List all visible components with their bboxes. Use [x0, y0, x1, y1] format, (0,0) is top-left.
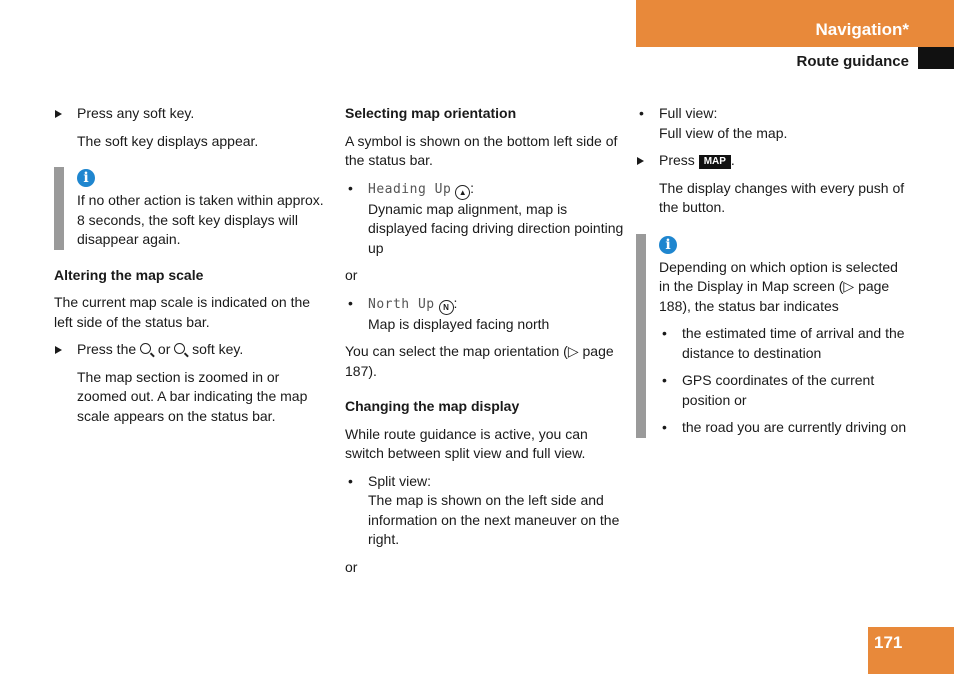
list-item: • Split view: The map is shown on the left side and information on the next maneuver on the right. [348, 472, 620, 547]
section-heading: Changing the map display [345, 398, 520, 414]
list-item: • the estimated time of arrival and the distance to destination [662, 325, 905, 361]
list-item: • North Up N : Map is displayed facing north [348, 294, 550, 332]
zoom-in-icon [140, 343, 151, 354]
list-item: • the road you are currently driving on [662, 419, 907, 435]
zoom-out-icon [174, 343, 185, 354]
paragraph: A symbol is shown on the bottom left side of the status bar. [345, 132, 618, 168]
step-result: The map section is zoomed in or zoomed out. A bar indicating the map scale appears on the status bar. [77, 368, 308, 424]
list-item: • Full view: Full view of the map. [639, 105, 788, 141]
section-header [636, 0, 954, 47]
section-subtitle: Route guidance [796, 53, 909, 70]
paragraph: While route guidance is active, you can switch between split view and full view. [345, 425, 588, 461]
column-3 [636, 104, 911, 454]
list-item: • GPS coordinates of the current position or [662, 372, 875, 408]
paragraph: The current map scale is indicated on the left side of the status bar. [54, 294, 311, 330]
section-heading: Selecting map orientation [345, 105, 517, 121]
mode-label: North Up [368, 296, 435, 312]
or-text: or [345, 558, 358, 575]
note-bar [54, 167, 64, 250]
step-result: The display changes with every push of the button. [659, 179, 905, 215]
info-icon: i [659, 236, 677, 254]
page-number: 171 [868, 627, 954, 674]
instruction-step: Press any soft key. [54, 104, 329, 124]
step-result: The soft key displays appear. [77, 132, 259, 149]
arrow-bullet-icon [637, 157, 644, 165]
instruction-step: Press MAP . [636, 151, 911, 171]
arrow-bullet-icon [55, 346, 62, 354]
info-note [54, 167, 329, 250]
section-title: Navigation* [815, 20, 909, 39]
info-note [636, 234, 911, 438]
note-bar [636, 234, 646, 438]
info-icon: i [77, 169, 95, 187]
map-soft-key: MAP [699, 155, 731, 169]
instruction-step: Press the or soft key. [54, 340, 329, 360]
heading-up-icon: ▲ [455, 185, 470, 200]
column-1 [54, 104, 329, 434]
north-up-icon: N [439, 300, 454, 315]
column-2 [345, 104, 625, 585]
or-text: or [345, 267, 358, 283]
paragraph: You can select the map orientation (▷ page 187). [345, 343, 614, 379]
note-text: Depending on which option is selected in the Display in Map screen (▷ page 188), the status bar indicates [659, 258, 898, 314]
section-heading: Altering the map scale [54, 266, 204, 283]
arrow-bullet-icon [55, 110, 62, 118]
mode-label: Heading Up [368, 181, 452, 197]
note-text: If no other action is taken within approx. 8 seconds, the soft key displays will disappear again. [77, 192, 324, 247]
list-item: • Heading Up ▲ : Dynamic map alignment, map is displayed facing driving direction pointing up [348, 179, 624, 256]
header-marker [918, 47, 954, 69]
